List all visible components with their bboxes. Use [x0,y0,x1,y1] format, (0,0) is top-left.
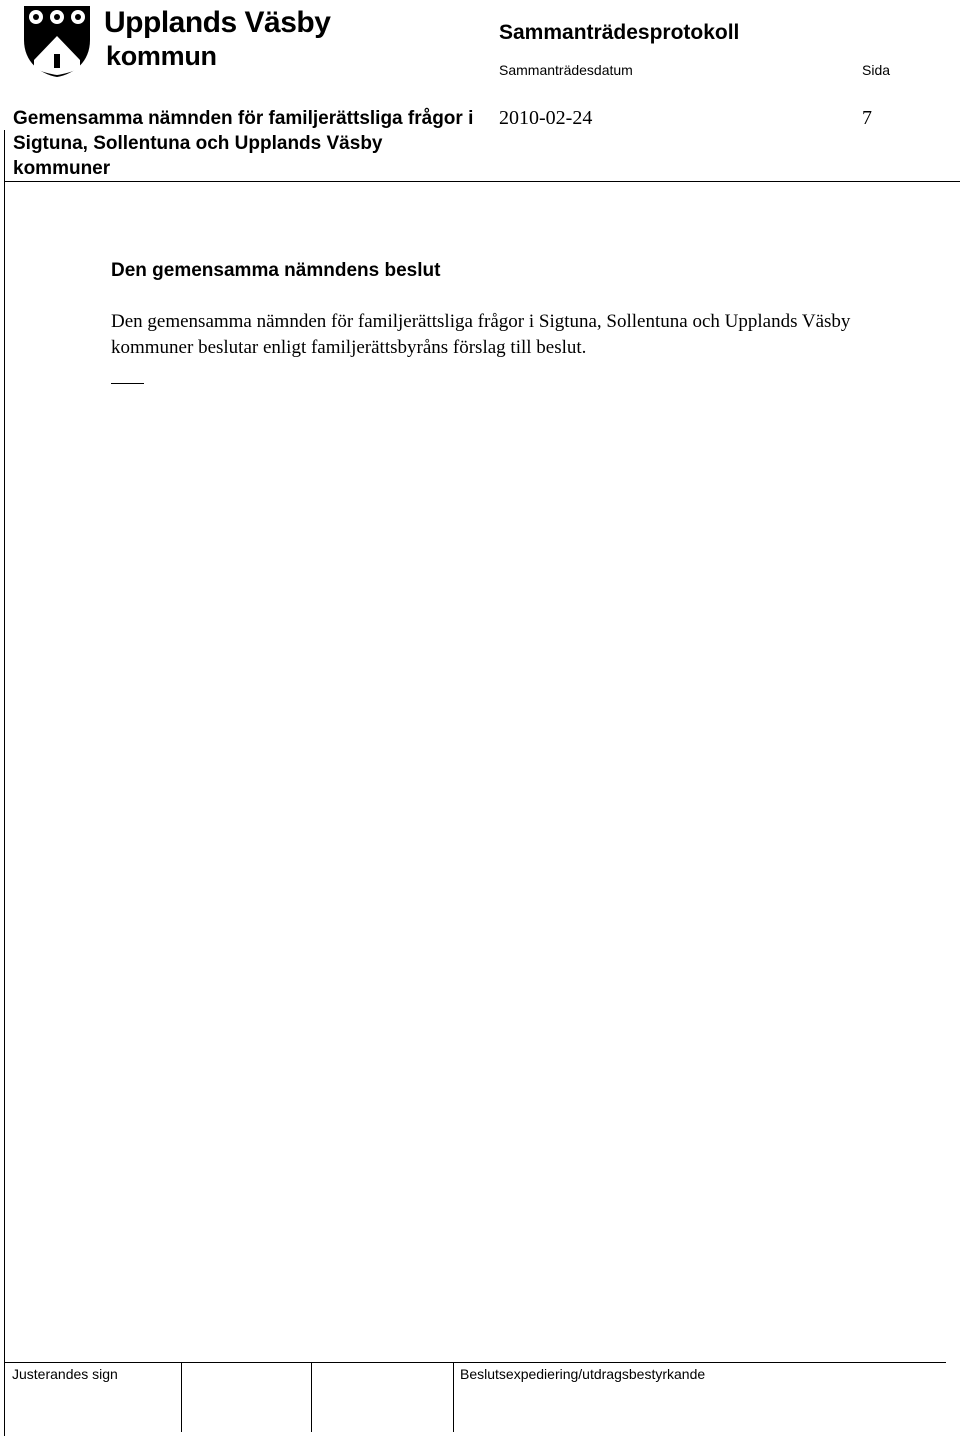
logo-wordmark-line1: Upplands Väsby [104,6,331,39]
page-number: 7 [862,107,872,129]
footer-column-divider-1 [181,1362,182,1432]
section-heading: Den gemensamma nämndens beslut [111,260,441,281]
signature-label: Justerandes sign [12,1366,118,1382]
footer-column-divider-3 [453,1362,454,1432]
committee-name: Gemensamma nämnden för familjerättsliga frågor i Sigtuna, Sollentuna och Upplands Väsby kommuner [13,108,474,179]
dispatch-label: Beslutsexpediering/utdragsbestyrkande [460,1366,706,1382]
logo-wordmark-line2: kommun [106,41,217,71]
footer-divider [4,1362,946,1363]
footer-column-divider-2 [311,1362,312,1432]
meeting-date-label: Sammanträdesdatum [499,62,633,78]
header-divider [4,181,960,182]
meeting-date: 2010-02-24 [499,107,593,129]
page-label: Sida [862,62,891,78]
municipality-coat-of-arms [22,4,92,78]
end-of-section-rule [111,383,144,384]
decision-paragraph: Den gemensamma nämnden för familjerättsliga frågor i Sigtuna, Sollentuna och Upplands Väsby kommuner beslutar enligt familjerättsbyråns förslag till beslut. [111,311,851,358]
document-type-title: Sammanträdesprotokoll [499,21,740,44]
left-margin-border [4,130,5,1436]
